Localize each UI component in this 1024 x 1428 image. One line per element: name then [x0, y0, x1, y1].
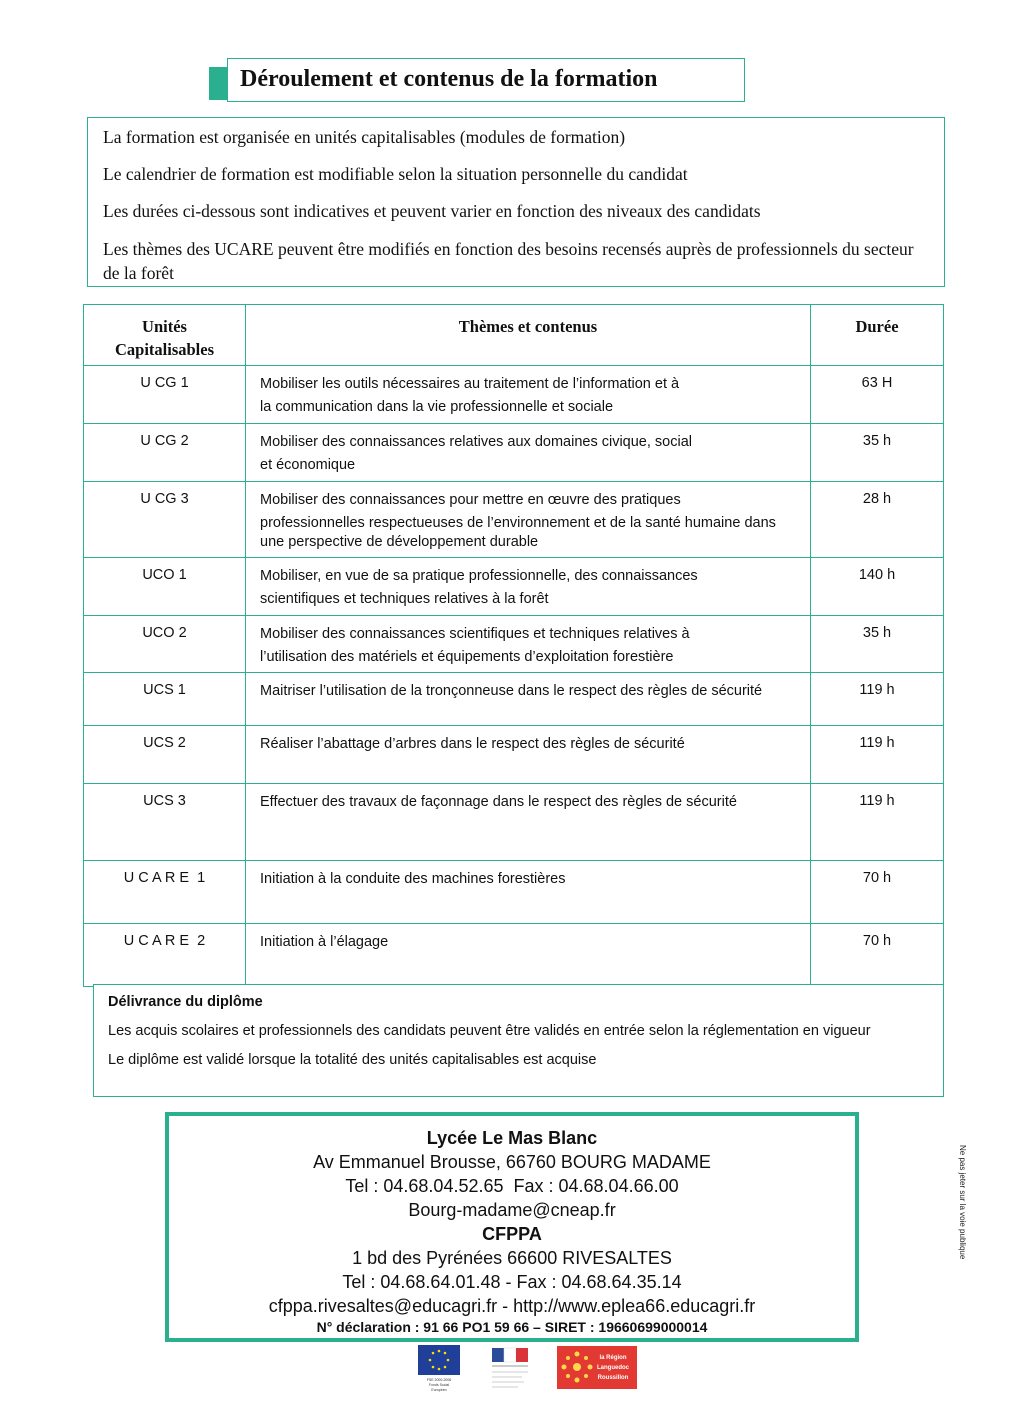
declaration-line: N° déclaration : 91 66 PO1 59 66 – SIRET : 19660699000014 [316, 1319, 708, 1335]
occitan-cross-icon [557, 1346, 637, 1389]
cfppa-address: 1 bd des Pyrénées 66600 RIVESALTES [352, 1248, 672, 1268]
lycee-phone: Tel : 04.68.04.52.65 Fax : 04.68.04.66.00 [345, 1176, 679, 1196]
diploma-heading: Délivrance du diplôme [108, 994, 263, 1010]
table-row [84, 784, 944, 861]
region-languedoc-logo [557, 1346, 637, 1389]
unit-cell: U CG 1 [84, 366, 246, 424]
intro-line: Le calendrier de formation est modifiable selon la situation personnelle du candidat [103, 164, 688, 184]
duration-cell: 35 h [811, 616, 944, 673]
svg-text:la Région: la Région [599, 1355, 627, 1361]
unit-cell: UCO 2 [84, 616, 246, 673]
table-row [84, 366, 944, 424]
units-table [83, 304, 944, 987]
intro-line: Les thèmes des UCARE peuvent être modifiés en fonction des besoins recensés auprès de professionnels du secteur de la forêt [103, 239, 914, 283]
republique-francaise-logo [490, 1346, 532, 1396]
svg-text:Languedoc: Languedoc [596, 1365, 630, 1371]
unit-cell: UCS 3 [84, 784, 246, 861]
theme-cell: Mobiliser des connaissances scientifiques et techniques relatives à l’utilisation des matériels et équipements d’exploitation forestière [246, 616, 811, 673]
header-duration: Durée [811, 305, 944, 366]
table-row [84, 482, 944, 558]
theme-cell: Mobiliser des connaissances pour mettre en œuvre des pratiques professionnelles respectueuses de l’environnement et de la santé humaine dans une perspective de développement durable [246, 482, 811, 558]
duration-cell: 28 h [811, 482, 944, 558]
table-row [84, 673, 944, 726]
theme-cell: Mobiliser des connaissances relatives aux domaines civique, social et économique [246, 424, 811, 482]
unit-cell: UCS 1 [84, 673, 246, 726]
table-row [84, 861, 944, 924]
theme-cell: Effectuer des travaux de façonnage dans le respect des règles de sécurité [246, 784, 811, 861]
eu-flag-logo [418, 1345, 460, 1397]
cfppa-phone: Tel : 04.68.64.01.48 - Fax : 04.68.64.35.14 [342, 1272, 682, 1292]
marianne-flag-icon [490, 1346, 532, 1396]
table-row [84, 616, 944, 673]
svg-text:FSE 2000-2006: FSE 2000-2006 [426, 1378, 452, 1382]
table-header-row [84, 305, 944, 366]
duration-cell: 70 h [811, 861, 944, 924]
unit-cell: U CG 3 [84, 482, 246, 558]
lycee-name: Lycée Le Mas Blanc [426, 1128, 598, 1148]
theme-cell: Réaliser l’abattage d’arbres dans le respect des règles de sécurité [246, 726, 811, 784]
unit-cell: U C A R E 2 [84, 924, 246, 987]
intro-line: La formation est organisée en unités capitalisables (modules de formation) [103, 127, 626, 147]
cfppa-web[interactable]: cfppa.rivesaltes@educagri.fr - http://www.eplea66.educagri.fr [268, 1296, 756, 1316]
duration-cell: 119 h [811, 784, 944, 861]
table-row [84, 558, 944, 616]
theme-cell: Mobiliser les outils nécessaires au traitement de l’information et à la communication dans la vie professionnelle et sociale [246, 366, 811, 424]
diploma-text: Les acquis scolaires et professionnels des candidats peuvent être validés en entrée selon la réglementation en vigueur [108, 1023, 871, 1039]
table-row [84, 924, 944, 987]
intro-box [87, 117, 945, 287]
duration-cell: 35 h [811, 424, 944, 482]
duration-cell: 63 H [811, 366, 944, 424]
eu-flag-icon [418, 1345, 460, 1397]
diploma-text: Le diplôme est validé lorsque la totalité des unités capitalisables est acquise [108, 1052, 597, 1068]
cfppa-name: CFPPA [482, 1224, 542, 1244]
lycee-address: Av Emmanuel Brousse, 66760 BOURG MADAME [313, 1152, 711, 1172]
duration-cell: 140 h [811, 558, 944, 616]
duration-cell: 70 h [811, 924, 944, 987]
svg-text:Roussillon: Roussillon [597, 1375, 629, 1381]
page-title: Déroulement et contenus de la formation [240, 66, 658, 92]
unit-cell: U CG 2 [84, 424, 246, 482]
theme-cell: Mobiliser, en vue de sa pratique professionnelle, des connaissances scientifiques et techniques relatives à la forêt [246, 558, 811, 616]
table-row [84, 726, 944, 784]
lycee-email[interactable]: Bourg-madame@cneap.fr [408, 1200, 616, 1220]
unit-cell: U C A R E 1 [84, 861, 246, 924]
theme-cell: Initiation à l’élagage [246, 924, 811, 987]
contact-box [165, 1112, 859, 1342]
theme-cell: Maitriser l’utilisation de la tronçonneuse dans le respect des règles de sécurité [246, 673, 811, 726]
unit-cell: UCS 2 [84, 726, 246, 784]
table-row [84, 424, 944, 482]
diploma-box [93, 984, 944, 1097]
duration-cell: 119 h [811, 726, 944, 784]
svg-text:Européen: Européen [431, 1388, 447, 1392]
svg-text:Fonds Social: Fonds Social [428, 1383, 450, 1387]
header-units: Unités Capitalisables [84, 305, 246, 366]
unit-cell: UCO 1 [84, 558, 246, 616]
header-themes: Thèmes et contenus [246, 305, 811, 366]
intro-line: Les durées ci-dessous sont indicatives et peuvent varier en fonction des niveaux des candidats [103, 201, 761, 221]
side-note: Ne pas jeter sur la voie publique [958, 1145, 967, 1260]
duration-cell: 119 h [811, 673, 944, 726]
theme-cell: Initiation à la conduite des machines forestières [246, 861, 811, 924]
